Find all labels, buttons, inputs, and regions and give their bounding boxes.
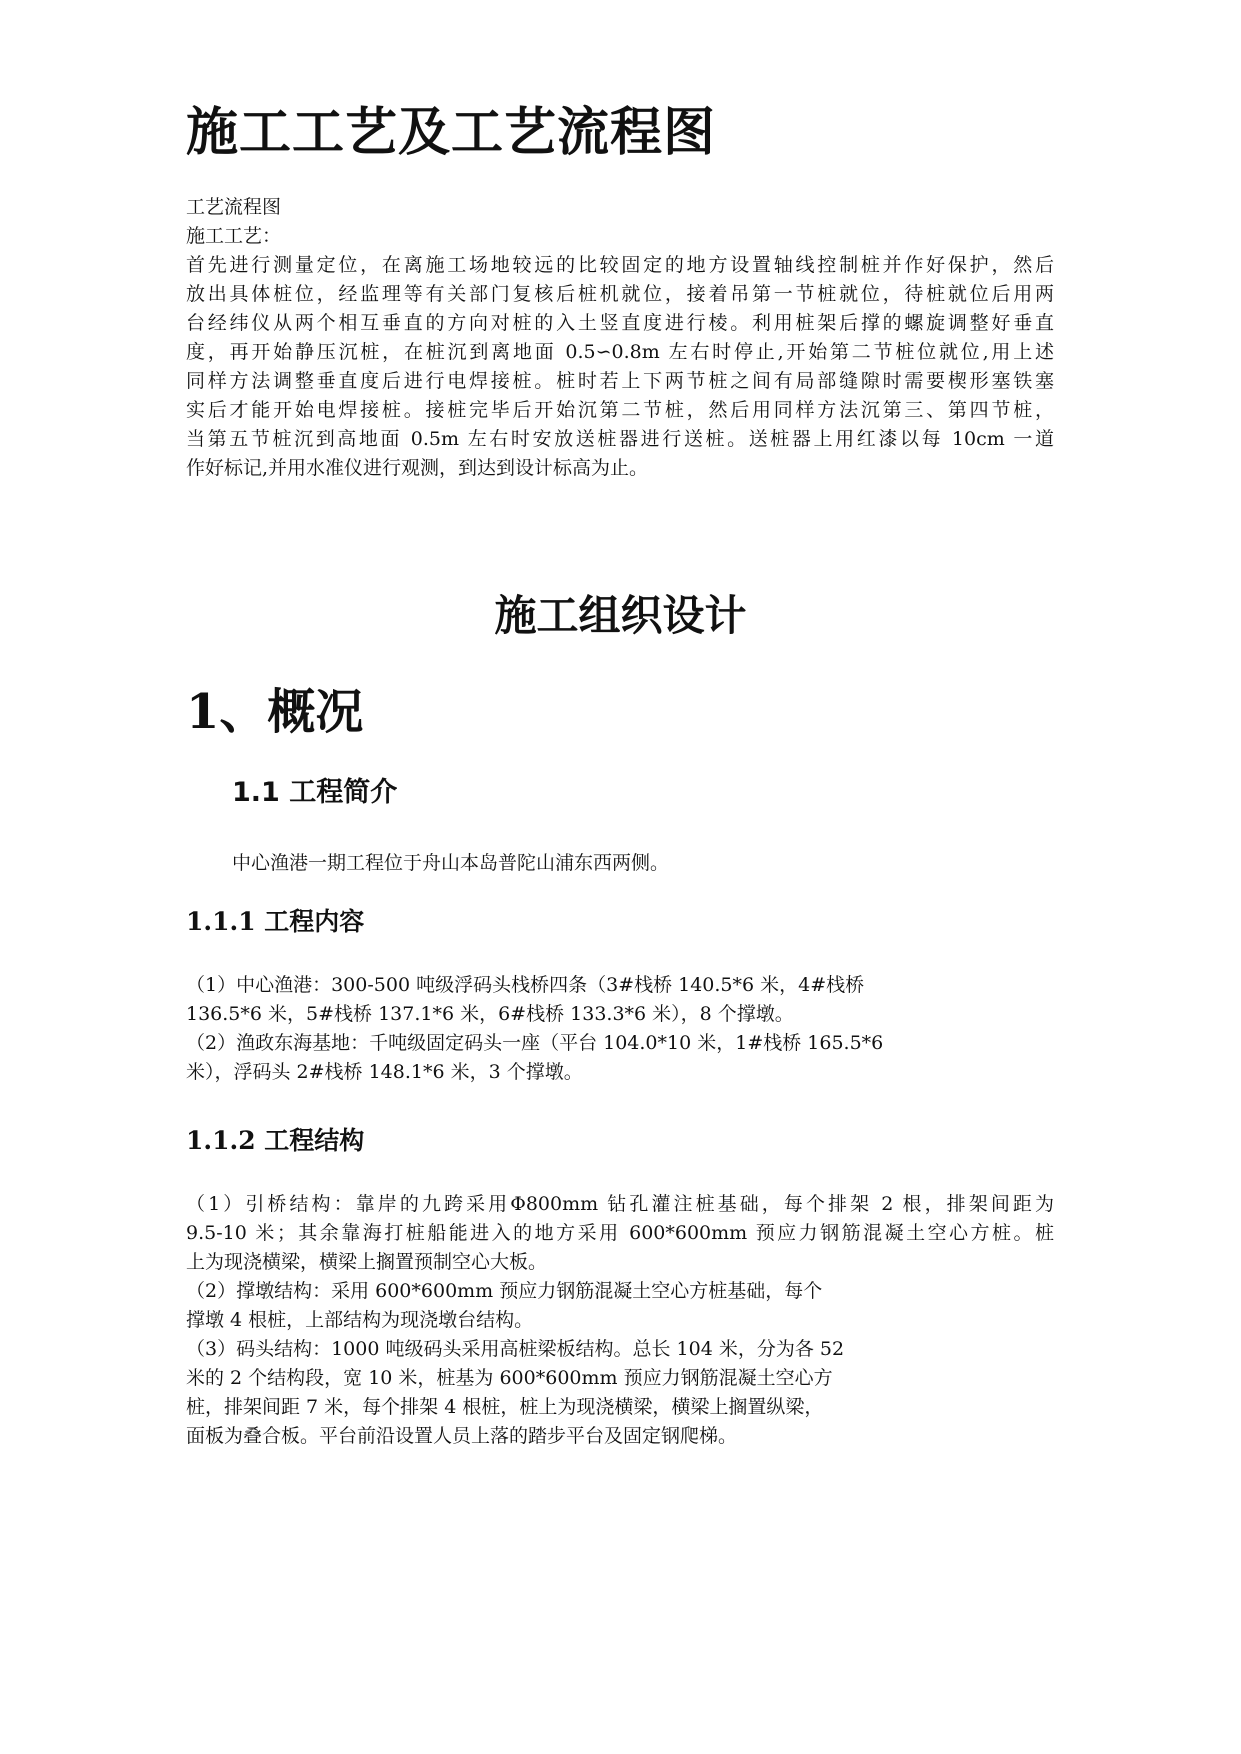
structure-line: （3）码头结构：1000 吨级码头采用高桩梁板结构。总长 104 米，分为各 52 (186, 1338, 845, 1360)
flow-chart-label: 工艺流程图 (186, 196, 282, 218)
process-label: 施工工艺： (186, 225, 282, 247)
heading-overview: 1、概况 (186, 684, 364, 740)
structure-line: （2）撑墩结构：采用 600*600mm 预应力钢筋混凝土空心方桩基础，每个 (186, 1280, 823, 1302)
process-line: 作好标记,并用水准仪进行观测，到达到设计标高为止。 (186, 457, 649, 479)
process-line: 放出具体桩位，经监理等有关部门复核后桩机就位，接着吊第一节桩就位，待桩就位后用两 (186, 283, 1054, 305)
project-structure-section (186, 1190, 1056, 1451)
structure-line: （1）引桥结构：靠岸的九跨采用Φ800mm 钻孔灌注桩基础，每个排架 2 根，排架间距为 (186, 1193, 1054, 1215)
structure-line: 桩，排架间距 7 米，每个排架 4 根桩，桩上为现浇横梁，横梁上搁置纵梁， (186, 1396, 824, 1418)
structure-line: 9.5-10 米；其余靠海打桩船能进入的地方采用 600*600mm 预应力钢筋混凝土空心方桩。桩 (186, 1222, 1054, 1244)
content-line: （1）中心渔港：300-500 吨级浮码头栈桥四条（3#栈桥 140.5*6 米，4#栈桥 (186, 974, 865, 996)
content-line: 米），浮码头 2#栈桥 148.1*6 米，3 个撑墩。 (186, 1061, 583, 1083)
heading-project-structure: 1.1.2 工程结构 (186, 1126, 365, 1155)
structure-line: 米的 2 个结构段，宽 10 米，桩基为 600*600mm 预应力钢筋混凝土空心方 (186, 1367, 833, 1389)
process-line: 同样方法调整垂直度后进行电焊接桩。桩时若上下两节桩之间有局部缝隙时需要楔形塞铁塞 (186, 370, 1054, 392)
content-line: （2）渔政东海基地：千吨级固定码头一座（平台 104.0*10 米，1#栈桥 165.5*6 (186, 1032, 884, 1054)
process-section (186, 193, 1056, 483)
heading-project-content: 1.1.1 工程内容 (186, 907, 365, 936)
process-line: 度，再开始静压沉桩，在桩沉到离地面 0.5∽0.8m 左右时停止,开始第二节桩位就位,用上述 (186, 341, 1054, 363)
heading-project-intro: 1.1 工程简介 (232, 777, 398, 808)
structure-line: 面板为叠合板。平台前沿设置人员上落的踏步平台及固定钢爬梯。 (186, 1425, 738, 1447)
page-title: 施工工艺及工艺流程图 (186, 102, 717, 163)
process-line: 首先进行测量定位，在离施工场地较远的比较固定的地方设置轴线控制桩并作好保护，然后 (186, 254, 1054, 276)
process-line: 当第五节桩沉到高地面 0.5m 左右时安放送桩器进行送桩。送桩器上用红漆以每 10cm 一道 (186, 428, 1054, 450)
project-content-section (186, 971, 883, 1087)
section-title: 施工组织设计 (494, 591, 747, 640)
process-line: 台经纬仪从两个相互垂直的方向对桩的入土竖直度进行棱。利用桩架后撑的螺旋调整好垂直 (186, 312, 1054, 334)
structure-line: 上为现浇横梁，横梁上搁置预制空心大板。 (186, 1251, 548, 1273)
project-intro-text: 中心渔港一期工程位于舟山本岛普陀山浦东西两侧。 (232, 852, 670, 874)
content-line: 136.5*6 米，5#栈桥 137.1*6 米，6#栈桥 133.3*6 米），8 个撑墩。 (186, 1003, 794, 1025)
process-line: 实后才能开始电焊接桩。接桩完毕后开始沉第二节桩，然后用同样方法沉第三、第四节桩， (186, 399, 1054, 421)
structure-line: 撑墩 4 根桩，上部结构为现浇墩台结构。 (186, 1309, 534, 1331)
